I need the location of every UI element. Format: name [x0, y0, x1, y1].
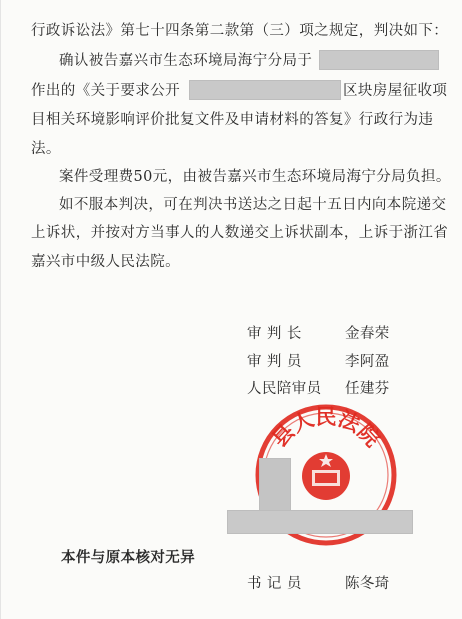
text-line-7: 如不服本判决，可在判决书送达之日起十五日内向本院递交 — [59, 197, 447, 213]
text-line-4: 目相关环境影响评价批复文件及申请材料的答复》行政行为违 — [31, 112, 434, 128]
text-line-3b: 区块房屋征收项 — [343, 83, 448, 99]
text-line-3a: 作出的《关于要求公开 — [31, 83, 180, 99]
text-line-6: 案件受理费50元，由被告嘉兴市生态环境局海宁分局负担。 — [59, 169, 451, 185]
signature-name-2: 李阿盈 — [345, 354, 390, 370]
signature-name-3: 任建芬 — [345, 381, 390, 397]
redaction-box-4 — [227, 510, 413, 534]
signature-role-3: 人民陪审员 — [247, 381, 322, 397]
certification-text: 本件与原本核对无异 — [61, 549, 196, 566]
text-line-9: 嘉兴市中级人民法院。 — [31, 254, 180, 270]
text-line-8: 上诉状，并按对方当事人的人数递交上诉状副本，上诉于浙江省 — [31, 225, 449, 241]
emblem-icon — [302, 452, 350, 500]
svg-text:县人民法院 — [267, 404, 386, 451]
signature-role-1: 审 判 长 — [247, 326, 302, 342]
text-line-2: 确认被告嘉兴市生态环境局海宁分局于 — [59, 53, 313, 69]
seal-text: 县人民法院 — [266, 404, 386, 452]
signature-name-1: 金春荣 — [345, 326, 390, 342]
clerk-name: 陈冬琦 — [345, 576, 390, 592]
clerk-role: 书 记 员 — [247, 576, 302, 592]
redaction-box-1 — [319, 50, 439, 70]
text-line-5: 法。 — [31, 141, 61, 157]
signature-role-2: 审 判 员 — [247, 354, 302, 370]
redaction-box-2 — [189, 80, 341, 100]
text-line-1: 行政诉讼法》第七十四条第二款第（三）项之规定，判决如下： — [31, 23, 449, 39]
